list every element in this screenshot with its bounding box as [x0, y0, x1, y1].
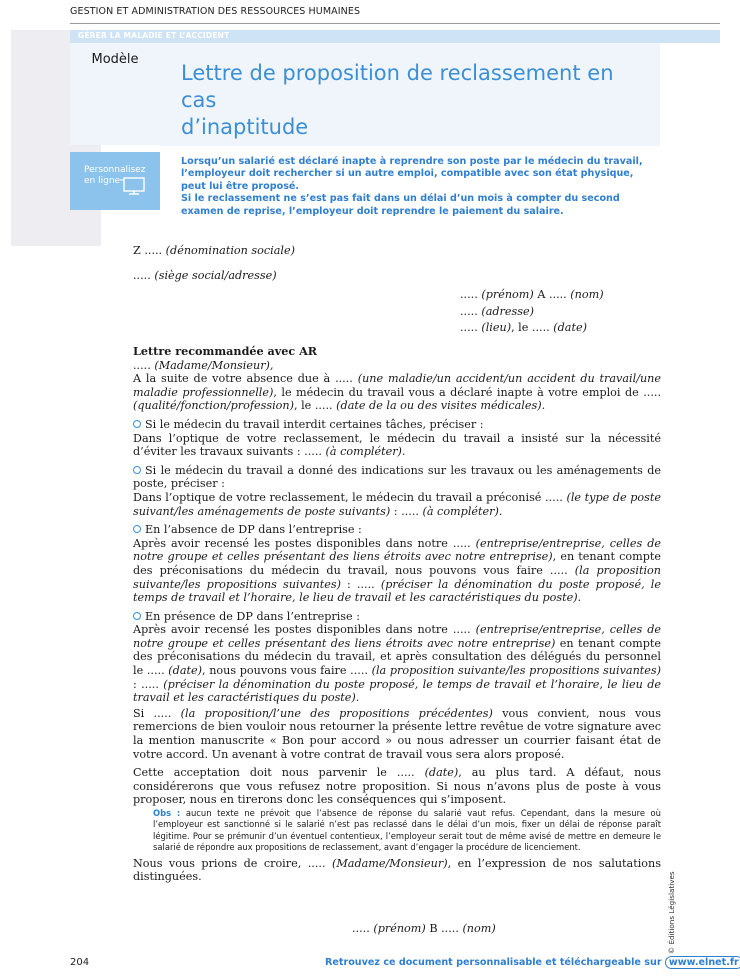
running-head: GESTION ET ADMINISTRATION DES RESSOURCES HUMAINES	[70, 6, 361, 17]
footer-text: Retrouvez ce document personnalisable et téléchargeable sur	[325, 957, 665, 968]
elnet-link[interactable]: www.elnet.fr	[665, 956, 740, 969]
section-label: GÉRER LA MALADIE ET L’ACCIDENT	[78, 31, 230, 40]
recipient-name: ..... (prénom) A ..... (nom)	[460, 288, 604, 301]
personalize-line-2: en ligne	[84, 176, 121, 186]
sender-name: Z ..... (dénomination sociale)	[133, 244, 295, 257]
case-3-text: Après avoir recensé les postes disponibles dans notre ..... (entreprise/entreprise, celles de notre groupe et celles présentant des liens étroits avec notre entreprise), en tenant compte des préconisations du médecin du travail, nous pouvons vous faire ..... (la proposition suivante/les propositions suivantes) : ..... (préciser la dénomination du poste proposé, le temps de travail et l’horaire, le lieu de travail et les caractéristiques du poste).	[133, 536, 661, 605]
place-date: ..... (lieu), le ..... (date)	[460, 321, 587, 334]
paragraph-absence: A la suite de votre absence due à ..... (une maladie/un accident/un accident du travail/une maladie professionnelle), le médecin du travail vous a déclaré inapte à votre emploi de ..... (qualité/fonction/profession), le ..... (date de la ou des visites médicales).	[133, 372, 662, 413]
intro-paragraph-2: Si le reclassement ne s’est pas fait dans un délai d’un mois à compter du second examen de reprise, l’employeur doit reprendre le paiement du salaire.	[181, 193, 620, 217]
bullet-icon	[133, 525, 141, 533]
publisher-credit	[664, 860, 678, 956]
case-1-text: Dans l’optique de votre reclassement, le médecin du travail a insisté sur la nécessité d’éviter les travaux suivants : ..... (à compléter).	[133, 431, 661, 459]
acceptance-paragraph: Si ..... (la proposition/l’une des propositions précédentes) vous convient, nous vous remercions de bien vouloir nous retourner la présente lettre revêtue de votre signature avec la mention manuscrite « Bon pour accord » ou nous adresser un courrier faisant état de votre accord. Un avenant à votre contrat de travail vous sera alors proposé.	[133, 706, 662, 761]
personalize-line-1: Personnalisez	[84, 165, 146, 175]
intro-text	[181, 156, 661, 218]
case-4-title: En présence de DP dans l’entreprise :	[133, 610, 661, 624]
case-2-title: Si le médecin du travail a donné des indications sur les travaux ou les aménagements de poste, préciser :	[133, 463, 661, 491]
observation-note: Obs : aucun texte ne prévoit que l’absence de réponse du salarié vaut refus. Cependant, dans la mesure où l’employeur est sanctionné si le salarié n’est pas reclassé dans le délai d’un mois, fixer un délai de réponse paraît légitime. Pour se prémunir d’un éventuel contentieux, l’employeur serait tout de même avisé de mettre en demeure le salarié de répondre aux propositions de reclassement, avant d’engager la procédure de licenciement.	[153, 808, 661, 853]
model-label: Modèle	[91, 52, 139, 67]
deadline-paragraph: Cette acceptation doit nous parvenir le ..... (date), au plus tard. A défaut, nous considérerons que vous refusez notre proposition. Si nous n’avons plus de poste à vous proposer, nous en tirerons donc les conséquences qui s’imposent.	[133, 766, 661, 807]
recipient-address: ..... (adresse)	[460, 305, 534, 318]
registered-mail: Lettre recommandée avec AR	[133, 344, 318, 358]
closing-formula: Nous vous prions de croire, ..... (Madame/Monsieur), en l’expression de nos salutations distinguées.	[133, 856, 661, 884]
signature: ..... (prénom) B ..... (nom)	[352, 922, 496, 935]
bullet-icon	[133, 466, 141, 474]
bullet-icon	[133, 612, 141, 620]
case-3-title: En l’absence de DP dans l’entreprise :	[133, 523, 661, 537]
monitor-icon[interactable]	[120, 177, 146, 195]
case-1-title: Si le médecin du travail interdit certaines tâches, préciser :	[133, 418, 661, 432]
page-number: 204	[70, 957, 90, 968]
section-band	[70, 30, 720, 43]
document-title	[181, 60, 651, 141]
publisher-credit-text: © Éditions Législatives	[667, 871, 676, 954]
title-line-1: Lettre de proposition de reclassement en cas	[181, 61, 614, 112]
intro-paragraph-1: Lorsqu’un salarié est déclaré inapte à reprendre son poste par le médecin du travail, l’employeur doit rechercher si un autre emploi, compatible avec son état physique, peut lui être proposé.	[181, 156, 643, 192]
header-rule	[70, 23, 720, 24]
title-line-2: d’inaptitude	[181, 115, 309, 139]
letter-body	[133, 345, 661, 884]
sender-address: ..... (siège social/adresse)	[133, 269, 277, 282]
footer-note	[325, 956, 740, 969]
salutation: ..... (Madame/Monsieur),	[133, 358, 274, 372]
case-4-text: Après avoir recensé les postes disponibles dans notre ..... (entreprise/entreprise, celles de notre groupe et celles présentant des liens étroits avec notre entreprise) en tenant compte des préconisations du médecin du travail, et après consultation des délégués du personnel le ..... (date), nous pouvons vous faire ..... (la proposition suivante/les propositions suivantes) : ..... (préciser la dénomination du poste proposé, le temps de travail et l’horaire, le lieu de travail et les caractéristiques du poste).	[133, 623, 662, 705]
bullet-icon	[133, 420, 141, 428]
case-2-text: Dans l’optique de votre reclassement, le médecin du travail a préconisé ..... (le type de poste suivant/les aménagements de poste suivants) : ..... (à compléter).	[133, 490, 661, 518]
